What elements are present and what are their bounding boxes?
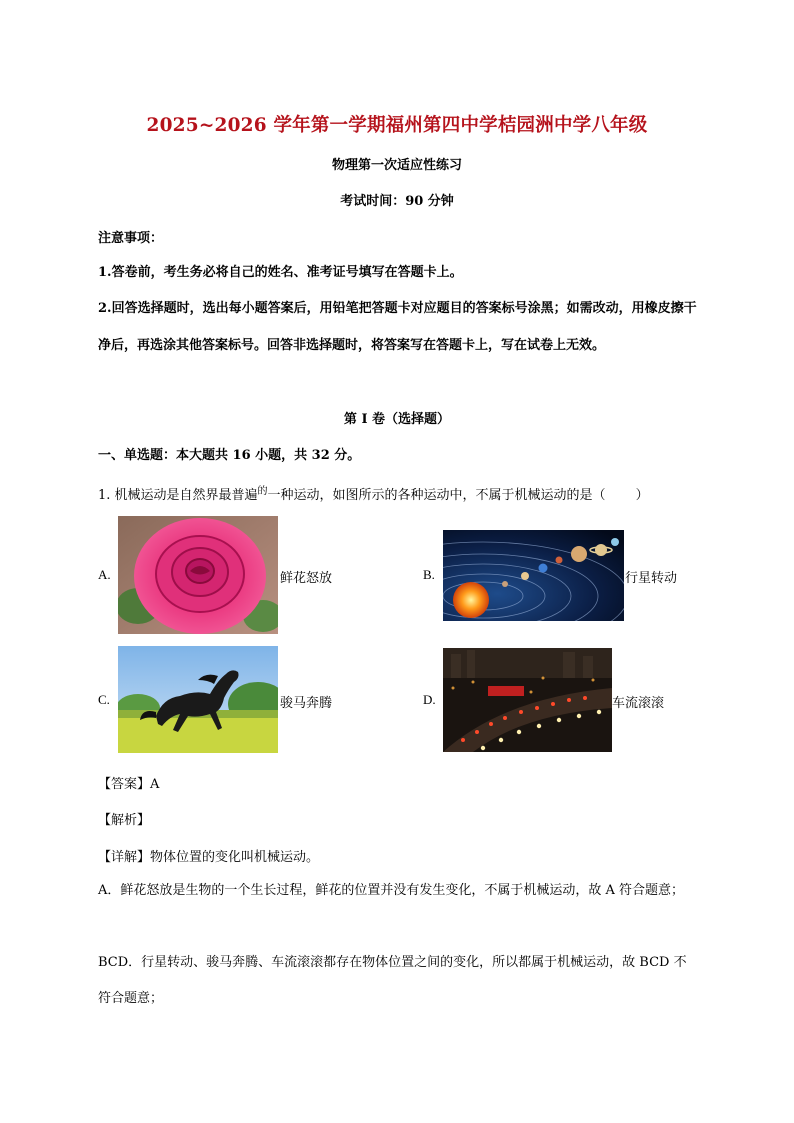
option-b-caption: 行星转动 [625, 571, 678, 586]
exam-time: 考试时间：90 分钟 [340, 194, 454, 209]
exam-subtitle: 物理第一次适应性练习 [331, 158, 462, 173]
stem-text-before: 1. 机械运动是自然界最普遍 [98, 488, 258, 503]
option-c-caption: 骏马奔腾 [280, 696, 333, 711]
option-a-caption: 鲜花怒放 [280, 571, 333, 586]
stem-superscript: 的 [257, 486, 268, 497]
notice-heading: 注意事项： [98, 231, 164, 246]
option-d-caption: 车流滚滚 [612, 696, 665, 711]
notice-item-2: 2.回答选择题时，选出每小题答案后，用铅笔把答题卡对应题目的答案标号涂黑；如需改动，用橡皮擦干净后，再选涂其他答案标号。回答非选择题时，将答案写在答题卡上，写在试卷上无效。 [98, 301, 697, 353]
stem-text-after: 一种运动，如图所示的各种运动中，不属于机械运动的是（ [267, 488, 606, 503]
option-d-letter: D. [423, 692, 436, 707]
exam-title: 2025~2026 学年第一学期福州第四中学桔园洲中学八年级 [146, 115, 648, 136]
question-1-stem [98, 484, 698, 503]
analysis-label: 【解析】 [98, 813, 151, 828]
stem-close-paren: ） [635, 488, 649, 503]
rose-image [118, 516, 278, 634]
option-b-letter: B. [423, 567, 435, 582]
detail-line: 【详解】物体位置的变化叫机械运动。 [98, 850, 320, 865]
horse-image [118, 646, 278, 753]
answer-line: 【答案】A [98, 777, 160, 792]
explain-a: A．鲜花怒放是生物的一个生长过程，鲜花的位置并没有发生变化，不属于机械运动，故 A 符合题意； [98, 883, 685, 898]
volume-heading: 第 I 卷（选择题） [343, 412, 451, 427]
explain-bcd: BCD．行星转动、骏马奔腾、车流滚滚都存在物体位置之间的变化，所以都属于机械运动，故 BCD 不符合题意； [98, 955, 687, 1006]
option-c-letter: C. [98, 692, 110, 707]
part-heading: 一、单选题：本大题共 16 小题，共 32 分。 [98, 448, 361, 463]
notice-item-1: 1.答卷前，考生务必将自己的姓名、准考证号填写在答题卡上。 [98, 265, 463, 280]
option-a-letter: A. [98, 567, 111, 582]
solar-system-image [443, 530, 624, 621]
traffic-image [443, 648, 612, 752]
